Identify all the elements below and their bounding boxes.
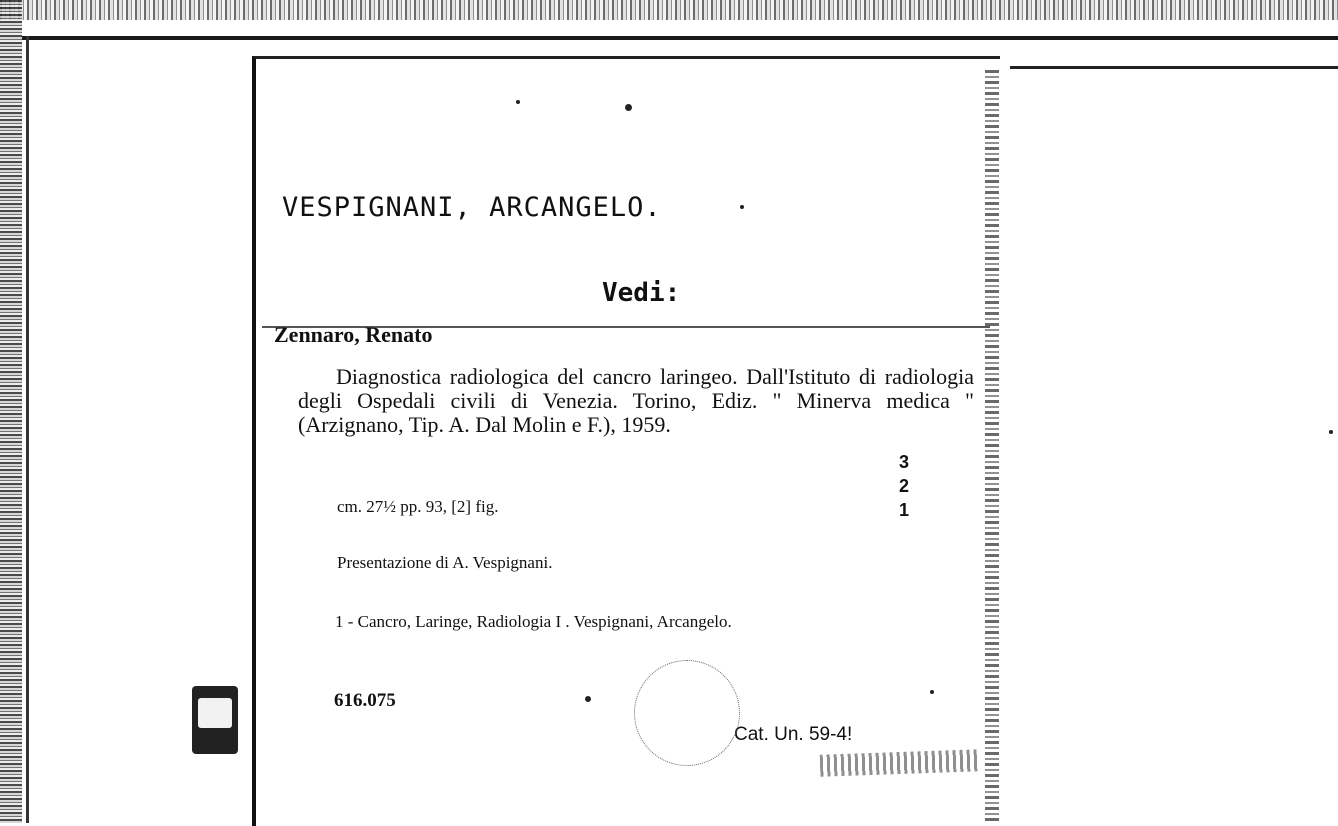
speck [740,205,744,209]
scan-noise-top [0,0,1338,20]
speck [585,696,591,702]
card-right-edge [985,70,999,823]
card-top-edge-right [1010,66,1338,69]
marginal-digit: 1 [899,500,910,520]
card-top-edge [22,36,1338,40]
subject-tracings: 1 - Cancro, Laringe, Radiologia I . Vespignani, Arcangelo. [335,612,732,631]
marginal-digits [899,450,909,522]
collation: cm. 27½ pp. 93, [2] fig. [337,497,499,516]
speck [625,104,632,111]
description-text: Diagnostica radiologica del cancro laringeo. Dall'Istituto di radiologia degli Ospedali civili di Venezia. Torino, Ediz. " Minerva medica " (Arzignano, Tip. A. Dal Molin e F.), 1959. [298,364,974,437]
presentation-note: Presentazione di A. Vespignani. [337,553,553,572]
punch-hole [634,660,740,766]
heading-name: VESPIGNANI, ARCANGELO. [282,192,662,223]
marginal-digit: 3 [899,452,910,472]
class-number: 616.075 [334,690,396,711]
speck [516,100,520,104]
scan-noise-left [0,0,22,823]
stamp-mark-inner [198,698,232,728]
catalog-number: Cat. Un. 59-4! [734,724,853,745]
marginal-digit: 2 [899,476,910,496]
see-reference: Vedi: [602,278,681,308]
speck [1329,430,1333,434]
author-name: Zennaro, Renato [274,322,433,347]
speck [930,690,934,694]
bibliographic-description [298,365,974,437]
outer-card-border [26,36,29,823]
